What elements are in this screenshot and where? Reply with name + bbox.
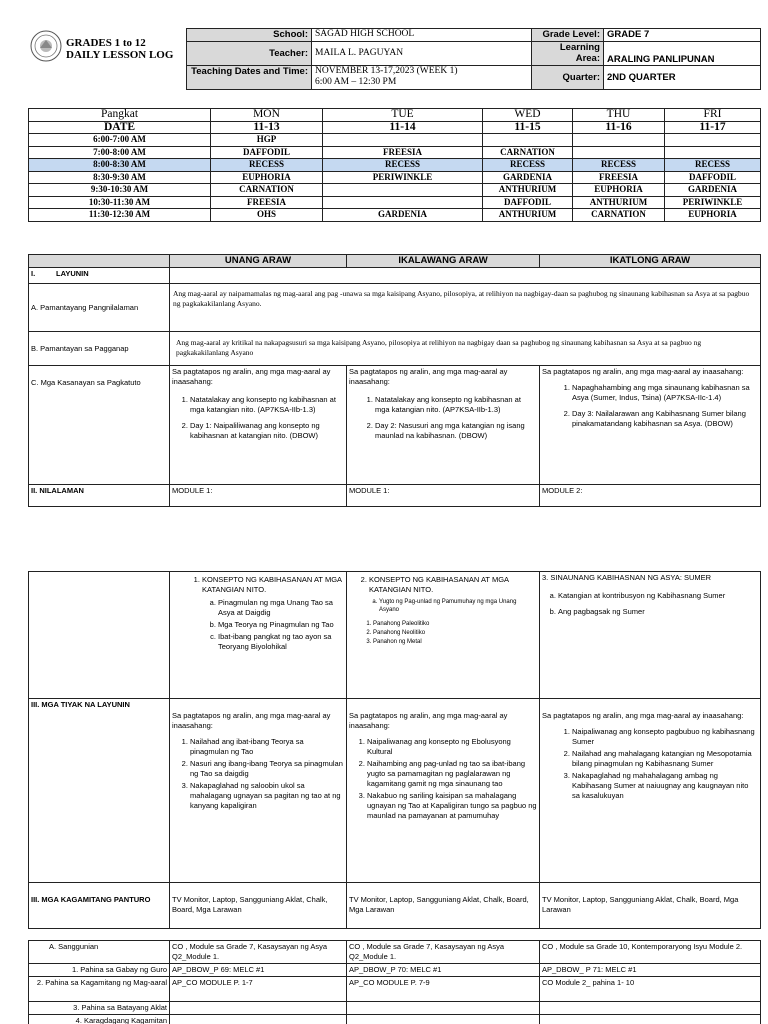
schedule-cell: ANTHURIUM xyxy=(483,184,573,197)
sanggunian-cell: AP_DBOW_P 70: MELC #1 xyxy=(347,964,540,977)
schedule-cell: FREESIA xyxy=(323,146,483,159)
schedule-cell: EUPHORIA xyxy=(573,184,665,197)
sanggunian-row xyxy=(29,977,761,1002)
schedule-cell: 10:30-11:30 AM xyxy=(29,196,211,209)
kasanayan-label: C. Mga Kasanayan sa Pagkatuto xyxy=(29,366,170,485)
sanggunian-cell xyxy=(170,1002,347,1015)
sanggunian-row xyxy=(29,964,761,977)
konsepto-item: c. Ibat-ibang pangkat ng tao ayon sa Teoryang Biyolohikal xyxy=(218,632,344,652)
schedule-cell: DAFFODIL xyxy=(665,171,761,184)
konsepto-title: KONSEPTO NG KABIHASANAN AT MGA KATANGIAN NITO. xyxy=(202,575,342,594)
kasanayan-item: 1. Natatalakay ang konsepto ng kabihasnan at mga katangian nito. (AP7KSA-IIb-1.3) xyxy=(190,395,344,415)
lesson-plan-header xyxy=(29,255,761,268)
konsepto-title: KONSEPTO NG KABIHASANAN AT MGA KATANGIAN NITO. xyxy=(369,575,509,594)
konsepto-day3 xyxy=(540,572,761,699)
grade-label: Grade Level: xyxy=(532,29,604,42)
schedule-cell: ANTHURIUM xyxy=(573,196,665,209)
tiyak-item: 2. Nasuri ang ibang-ibang Teorya sa pinagmulan ng Tao sa daigdig xyxy=(190,759,344,779)
lesson-plan-table-2 xyxy=(28,571,761,929)
sanggunian-cell: AP_CO MODULE P. 7-9 xyxy=(347,977,540,1002)
panahon-item: 1. Panahong Paleolitiko xyxy=(373,620,537,628)
pamantayan-pagganap-label: B. Pamantayan sa Pagganap xyxy=(29,332,170,366)
header-table xyxy=(186,28,761,90)
schedule-cell: RECESS xyxy=(211,159,323,172)
konsepto-day1 xyxy=(170,572,347,699)
schedule-header-cell: THU xyxy=(573,109,665,122)
kagamitan-label: III. MGA KAGAMITANG PANTURO xyxy=(29,883,170,929)
konsepto-subtitle: a. Yugto ng Pag-unlad ng Pamumuhay ng mga Unang Asyano xyxy=(379,598,537,614)
schedule-cell: RECESS xyxy=(323,159,483,172)
schedule-table xyxy=(28,108,761,222)
schedule-header-cell: TUE xyxy=(323,109,483,122)
tiyak-item: 3. Nakapaglahad ng saloobin ukol sa mahalagang ugnayan sa pagitan ng tao at ng kanyang kapaligiran xyxy=(190,781,344,811)
sanggunian-cell: AP_CO MODULE P. 1-7 xyxy=(170,977,347,1002)
sanggunian-cell xyxy=(540,1015,761,1024)
schedule-row xyxy=(29,209,761,222)
tiyak-day3 xyxy=(540,699,761,883)
nilalaman-label: II. NILALAMAN xyxy=(29,485,170,507)
schedule-cell: 9:30-10:30 AM xyxy=(29,184,211,197)
sanggunian-cell: CO , Module sa Grade 10, Kontemporaryong Isyu Module 2. xyxy=(540,941,761,964)
schedule-cell: HGP xyxy=(211,134,323,147)
tiyak-na-layunin-label: III. MGA TIYAK NA LAYUNIN xyxy=(29,699,170,883)
time-value: 6:00 AM – 12:30 PM xyxy=(315,77,397,87)
sanggunian-table xyxy=(28,940,761,1024)
sanggunian-label: 2. Pahina sa Kagamitang ng Mag-aaral xyxy=(29,977,170,1002)
tiyak-day2 xyxy=(347,699,540,883)
tiyak-item: 2. Naihambing ang pag-unlad ng tao sa ibat-ibang yugto sa pamamagitan ng paglalarawan ng kagamitang gamit ng mga sinaunang tao xyxy=(367,759,537,789)
grade-value: GRADE 7 xyxy=(604,29,761,42)
sanggunian-cell: CO , Module sa Grade 7, Kasaysayan ng Asya Q2_Module 1. xyxy=(170,941,347,964)
sanggunian-cell xyxy=(170,1015,347,1024)
konsepto-day2 xyxy=(347,572,540,699)
sanggunian-row xyxy=(29,1002,761,1015)
schedule-cell: RECESS xyxy=(665,159,761,172)
schedule-row xyxy=(29,146,761,159)
schedule-cell: GARDENIA xyxy=(483,171,573,184)
schedule-cell: GARDENIA xyxy=(665,184,761,197)
title-line2: DAILY LESSON LOG xyxy=(66,49,174,61)
teacher-value: MAILA L. PAGUYAN xyxy=(312,42,532,66)
schedule-row-recess xyxy=(29,159,761,172)
schedule-row xyxy=(29,184,761,197)
schedule-cell: RECESS xyxy=(483,159,573,172)
quarter-value: 2ND QUARTER xyxy=(604,66,761,90)
kasanayan-item: 2. Day 1: Naipaliliwanag ang konsepto ng kabihasnan at katangian nito. (DBOW) xyxy=(190,421,344,441)
schedule-cell xyxy=(573,134,665,147)
schedule-cell: PERIWINKLE xyxy=(323,171,483,184)
quarter-label: Quarter: xyxy=(532,66,604,90)
schedule-cell: ANTHURIUM xyxy=(483,209,573,222)
layunin-heading: I. LAYUNIN xyxy=(29,268,170,284)
schedule-cell xyxy=(323,134,483,147)
sanggunian-label: 1. Pahina sa Gabay ng Guro xyxy=(29,964,170,977)
kagamitan-cell: TV Monitor, Laptop, Sangguniang Aklat, Chalk, Board, Mga Larawan xyxy=(347,883,540,929)
schedule-row xyxy=(29,134,761,147)
schedule-cell: EUPHORIA xyxy=(665,209,761,222)
schedule-cell: 8:30-9:30 AM xyxy=(29,171,211,184)
area-value: ARALING PANLIPUNAN xyxy=(604,42,761,66)
schedule-cell: GARDENIA xyxy=(323,209,483,222)
sanggunian-cell xyxy=(540,1002,761,1015)
pamantayang-pangnilalaman-text: Ang mag-aaral ay naipamamalas ng mag-aaral ang pag -unawa sa mga kaisipang Asyano, pilosopiya, at relihiyon na nagbigay-daan sa paghubog ng sinaunang kabihasnan sa Asya at sa pagbuo ng pagkakakilanlang Asyano. xyxy=(170,284,761,332)
schedule-cell: FREESIA xyxy=(211,196,323,209)
sanggunian-row xyxy=(29,941,761,964)
kasanayan-day3 xyxy=(540,366,761,485)
schedule-cell: EUPHORIA xyxy=(211,171,323,184)
schedule-header-cell: Pangkat xyxy=(29,109,211,122)
schedule-cell: CARNATION xyxy=(211,184,323,197)
schedule-row xyxy=(29,171,761,184)
dates-label: Teaching Dates and Time: xyxy=(187,66,312,90)
schedule-date-row xyxy=(29,121,761,134)
column-header: UNANG ARAW xyxy=(170,255,347,268)
konsepto-title: 3. SINAUNANG KABIHASNAN NG ASYA: SUMER xyxy=(542,573,712,582)
schedule-cell: OHS xyxy=(211,209,323,222)
kasanayan-item: 1. Napaghahambing ang mga sinaunang kabihasnan sa Asya (Sumer, Indus, Tsina) (AP7KSA-IIc-1.4) xyxy=(572,383,758,403)
dates-cell xyxy=(312,66,532,90)
column-header: IKALAWANG ARAW xyxy=(347,255,540,268)
nilalaman-cell: MODULE 2: xyxy=(540,485,761,507)
kasanayan-item: 1. Natatalakay ang konsepto ng kabihasnan at mga katangian nito. (AP7KSA-IIb-1.3) xyxy=(375,395,537,415)
lesson-plan-table-1 xyxy=(28,254,761,507)
sanggunian-label: 3. Pahina sa Batayang Aklat xyxy=(29,1002,170,1015)
blank-label xyxy=(29,572,170,699)
schedule-date-cell: 11-13 xyxy=(211,121,323,134)
sanggunian-label: 4. Karagdagang Kagamitan xyxy=(29,1015,170,1024)
konsepto-item: a. Katangian at kontribusyon ng Kabihasnang Sumer xyxy=(558,591,758,601)
sanggunian-cell: CO , Module sa Grade 7, Kasaysayan ng Asya Q2_Module 1. xyxy=(347,941,540,964)
schedule-cell xyxy=(665,146,761,159)
kasanayan-intro: Sa pagtatapos ng aralin, ang mga mag-aaral ay inaasahang: xyxy=(349,367,508,386)
sanggunian-label: A. Sanggunian xyxy=(29,941,170,964)
schedule-cell: FREESIA xyxy=(573,171,665,184)
schedule-header-row xyxy=(29,109,761,122)
konsepto-item: b. Mga Teorya ng Pinagmulan ng Tao xyxy=(218,620,344,630)
schedule-cell: 6:00-7:00 AM xyxy=(29,134,211,147)
schedule-row xyxy=(29,196,761,209)
column-header: IKATLONG ARAW xyxy=(540,255,761,268)
tiyak-intro: Sa pagtatapos ng aralin, ang mga mag-aaral ay inaasahang: xyxy=(542,711,744,720)
schedule-date-cell: 11-17 xyxy=(665,121,761,134)
kagamitan-cell: TV Monitor, Laptop, Sangguniang Aklat, Chalk, Board, Mga Larawan xyxy=(170,883,347,929)
nilalaman-cell: MODULE 1: xyxy=(347,485,540,507)
schedule-date-cell: 11-15 xyxy=(483,121,573,134)
tiyak-day1 xyxy=(170,699,347,883)
schedule-cell: DAFFODIL xyxy=(483,196,573,209)
schedule-header-cell: FRI xyxy=(665,109,761,122)
sanggunian-cell: AP_DBOW_ P 71: MELC #1 xyxy=(540,964,761,977)
schedule-cell: 7:00-8:00 AM xyxy=(29,146,211,159)
kasanayan-intro: Sa pagtatapos ng aralin, ang mga mag-aaral ay inaasahang: xyxy=(172,367,331,386)
schedule-date-cell: 11-16 xyxy=(573,121,665,134)
schedule-header-cell: WED xyxy=(483,109,573,122)
schedule-cell: PERIWINKLE xyxy=(665,196,761,209)
schedule-cell xyxy=(483,134,573,147)
schedule-cell: CARNATION xyxy=(573,209,665,222)
layunin-cell xyxy=(170,268,761,284)
kasanayan-day1 xyxy=(170,366,347,485)
schedule-cell: 8:00-8:30 AM xyxy=(29,159,211,172)
kasanayan-item: 2. Day 2: Nasusuri ang mga katangian ng isang maunlad na kabihasnan. (DBOW) xyxy=(375,421,537,441)
panahon-item: 3. Panahon ng Metal xyxy=(373,638,537,646)
schedule-date-cell: DATE xyxy=(29,121,211,134)
kasanayan-day2 xyxy=(347,366,540,485)
document-title xyxy=(66,37,173,61)
schedule-cell xyxy=(573,146,665,159)
title-line1: GRADES 1 to 12 xyxy=(66,37,146,49)
sanggunian-cell xyxy=(347,1002,540,1015)
tiyak-item: 2. Nailahad ang mahalagang katangian ng Mesopotamia bilang pinagmulan ng Kabihasnang Sumer xyxy=(572,749,758,769)
area-label: Learning Area: xyxy=(532,42,604,66)
schedule-cell xyxy=(323,184,483,197)
schedule-cell: CARNATION xyxy=(483,146,573,159)
panahon-item: 2. Panahong Neolitiko xyxy=(373,629,537,637)
kasanayan-item: 2. Day 3: Nailalarawan ang Kabihasnang Sumer bilang pinakamatandang kabihasnan sa Asya. (DBOW) xyxy=(572,409,758,429)
school-label: School: xyxy=(187,29,312,42)
schedule-cell xyxy=(665,134,761,147)
school-value: SAGAD HIGH SCHOOL xyxy=(312,29,532,42)
deped-seal-icon xyxy=(30,30,62,62)
dates-value: NOVEMBER 13-17,2023 (WEEK 1) xyxy=(315,66,458,76)
konsepto-item: b. Ang pagbagsak ng Sumer xyxy=(558,607,758,617)
schedule-date-cell: 11-14 xyxy=(323,121,483,134)
column-header xyxy=(29,255,170,268)
nilalaman-cell: MODULE 1: xyxy=(170,485,347,507)
sanggunian-cell: AP_DBOW_P 69: MELC #1 xyxy=(170,964,347,977)
tiyak-item: 3. Nakapaglahad ng mahahalagang ambag ng Kabihasang Sumer at naiuugnay ang kaugnayan nito sa kasalukuyan xyxy=(572,771,758,801)
sanggunian-row xyxy=(29,1015,761,1024)
tiyak-intro: Sa pagtatapos ng aralin, ang mga mag-aaral ay inaasahang: xyxy=(172,711,331,730)
tiyak-item: 3. Nakabuo ng sariling kaisipan sa mahalagang ugnayan ng Tao at Kapaligiran tungo sa pagbuo ng maunlad na pamayanan at pamumuhay xyxy=(367,791,537,821)
kagamitan-cell: TV Monitor, Laptop, Sangguniang Aklat, Chalk, Board, Mga Larawan xyxy=(540,883,761,929)
schedule-cell xyxy=(323,196,483,209)
tiyak-intro: Sa pagtatapos ng aralin, ang mga mag-aaral ay inaasahang: xyxy=(349,711,508,730)
schedule-header-cell: MON xyxy=(211,109,323,122)
sanggunian-cell: CO Module 2_ pahina 1- 10 xyxy=(540,977,761,1002)
teacher-label: Teacher: xyxy=(187,42,312,66)
pamantayang-pangnilalaman-label: A. Pamantayang Pangnilalaman xyxy=(29,284,170,332)
tiyak-item: 1. Naipaliwanag ang konsepto ng Ebolusyong Kultural xyxy=(367,737,537,757)
schedule-cell: 11:30-12:30 AM xyxy=(29,209,211,222)
tiyak-item: 1. Nailahad ang ibat-ibang Teorya sa pinagmulan ng Tao xyxy=(190,737,344,757)
tiyak-item: 1. Naipaliwanag ang konsepto pagbubuo ng kabihasnang Sumer xyxy=(572,727,758,747)
sanggunian-cell xyxy=(347,1015,540,1024)
schedule-cell: DAFFODIL xyxy=(211,146,323,159)
pamantayan-pagganap-text: Ang mag-aaral ay kritikal na nakapagsusuri sa mga kaisipang Asyano, pilosopiya at relihiyon na nagbigay daan sa paghubog ng sinaunang kabihasnan sa Asya at sa pagbuo ng pagkakakilanlang Asyano xyxy=(170,332,761,366)
kasanayan-intro: Sa pagtatapos ng aralin, ang mga mag-aaral ay inaasahang: xyxy=(542,367,744,376)
konsepto-item: a. Pinagmulan ng mga Unang Tao sa Asya at Daigdig xyxy=(218,598,344,618)
schedule-cell: RECESS xyxy=(573,159,665,172)
